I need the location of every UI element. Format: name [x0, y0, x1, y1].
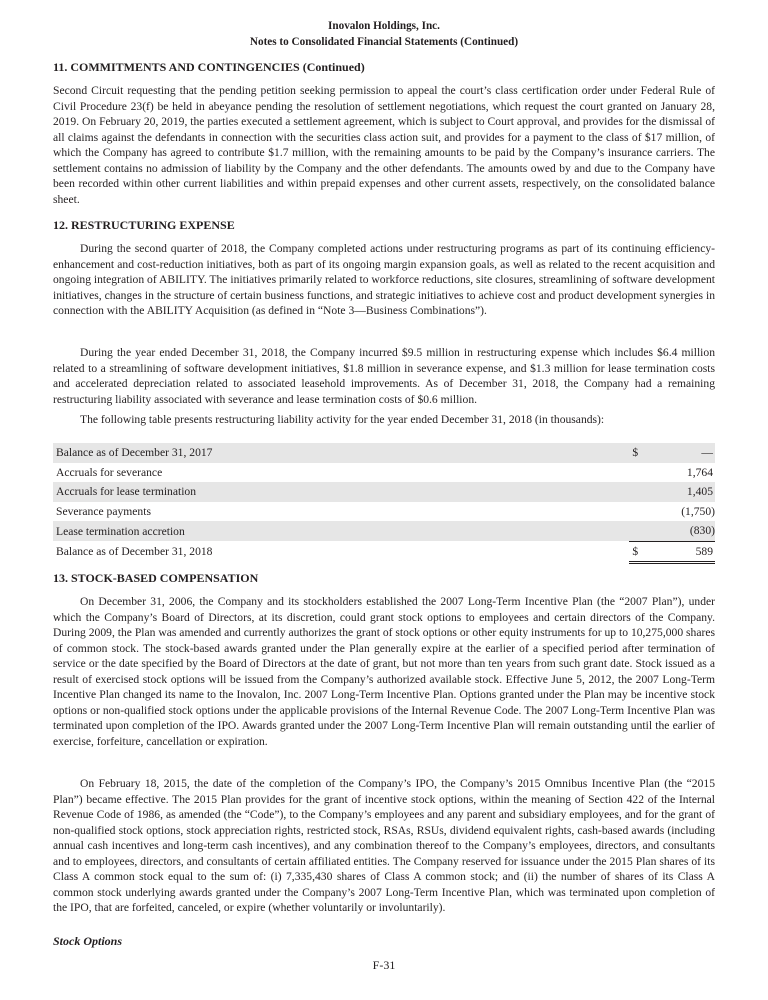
currency-symbol: $ — [629, 443, 648, 463]
row-label: Accruals for lease termination — [53, 482, 629, 502]
row-value: — — [649, 443, 715, 463]
section-13-paragraph-1: On December 31, 2006, the Company and its stockholders established the 2007 Long-Term Incentive Plan (the “2007 Plan”), under which the Company’s Board of Directors, at its discretion, could grant stock options to employees and certain directors of the Company. During 2009, the Plan was amended and currently authorizes the grant of stock options or other equity instruments for up to 10,275,000 shares of common stock. The stock-based awards granted under the Plan generally expire at the earlier of a specified period after termination of service or the date specified by the Board of Directors at the date of grant, but not more than ten years from such grant date. Stock issued as a result of exercised stock options will be issued from the Company’s authorized available stock. Effective June 5, 2012, the 2007 Long-Term Incentive Plan changed its name to the Inovalon, Inc. 2007 Long-Term Incentive Plan. Options granted under the Plan may be incentive stock options or non-qualified stock options under the applicable provisions of the Internal Revenue Code. The 2007 Long-Term Incentive Plan was terminated upon completion of the IPO. Awards granted under the 2007 Long-Term Incentive Plan will remain outstanding until the earlier of exercise, forfeiture, cancellation or expiration. — [53, 595, 715, 748]
section-11-heading: 11. COMMITMENTS AND CONTINGENCIES (Continued) — [53, 60, 365, 74]
page-number: F-31 — [372, 958, 396, 972]
section-13-heading: 13. STOCK-BASED COMPENSATION — [53, 571, 259, 585]
row-label: Balance as of December 31, 2018 — [56, 545, 213, 559]
stock-options-subheading: Stock Options — [53, 934, 123, 948]
document-subtitle: Notes to Consolidated Financial Statements (Continued) — [249, 36, 519, 48]
table-row — [53, 443, 715, 463]
table-row — [53, 521, 715, 541]
currency-symbol — [629, 482, 648, 502]
currency-symbol — [629, 521, 648, 541]
section-13-paragraph-2: On February 18, 2015, the date of the completion of the Company’s IPO, the Company’s 2015 Omnibus Incentive Plan (the “2015 Plan”) became effective. The 2015 Plan provides for the grant of incentive stock options, within the meaning of Section 422 of the Internal Revenue Code of 1986, as amended (the “Code”), to the Company’s employees and any parent and subsidiary employees, and for the grant of non-qualified stock options, stock appreciation rights, restricted stock, RSAs, RSUs, dividend equivalent rights, cash-based awards (including annual cash incentives and long-term cash incentives), and any combination thereof to the Company’s employees, directors, and consultants and to employees, directors, and consultants of certain affiliated entities. The Company reserved for issuance under the 2015 Plan shares of its Class A common stock equal to the sum of: (i) 7,335,430 shares of Class A common stock; and (ii) the number of shares of its Class A common stock underlying awards granted under the Company’s 2007 Long-Term Incentive Plan, which was terminated upon completion of the IPO, that are forfeited, canceled, or expire (whether voluntarily or involuntarily). — [53, 777, 715, 914]
section-12-paragraph-1: During the second quarter of 2018, the Company completed actions under restructuring programs as part of its continuing efficiency-enhancement and cost-reduction initiatives, both as part of its ongoing margin expansion goals, as well as related to the recent acquisition and ongoing integration of ABILITY. The initiatives primarily related to workforce reductions, site closures, streamlining of software development initiatives, changes in the structure of certain business functions, and strategic initiatives to achieve cost and product development synergies in connection with the ABILITY Acquisition (as defined in “Note 3—Business Combinations”). — [53, 242, 715, 317]
section-12-heading: 12. RESTRUCTURING EXPENSE — [53, 218, 235, 232]
currency-symbol — [629, 463, 648, 483]
table-row — [53, 482, 715, 502]
restructuring-liability-table — [53, 443, 715, 564]
table-row — [53, 463, 715, 483]
row-label: Balance as of December 31, 2017 — [53, 443, 629, 463]
row-value: 1,764 — [686, 465, 713, 479]
company-name: Inovalon Holdings, Inc. — [328, 20, 440, 32]
section-12-table-intro: The following table presents restructuring liability activity for the year ended December 31, 2018 (in thousands): — [80, 413, 605, 426]
row-value: 1,405 — [649, 482, 715, 502]
row-label: Severance payments — [56, 504, 151, 518]
row-label: Accruals for severance — [56, 465, 163, 479]
row-label: Lease termination accretion — [53, 521, 629, 541]
row-value: 589 — [649, 541, 715, 563]
section-12-paragraph-2: During the year ended December 31, 2018, the Company incurred $9.5 million in restructuring expense which includes $6.4 million related to a streamlining of software development initiatives, $1.8 million in severance expense, and $1.3 million for lease termination costs and accelerated depreciation related to associated leasehold improvements. As of December 31, 2018, the Company had a remaining restructuring liability associated with severance and lease termination costs of $0.6 million. — [53, 346, 715, 406]
table-row — [53, 502, 715, 522]
currency-symbol: $ — [629, 541, 648, 563]
currency-symbol — [629, 502, 648, 522]
row-value: (830) — [649, 521, 715, 541]
table-total-row — [53, 541, 715, 563]
row-value: (1,750) — [681, 504, 715, 518]
section-11-paragraph: Second Circuit requesting that the pending petition seeking permission to appeal the court’s class certification order under Federal Rule of Civil Procedure 23(f) be held in abeyance pending the resolution of settlement negotiations, which request the court granted on January 28, 2019. On February 20, 2019, the parties executed a settlement agreement, which is subject to Court approval, and provides for the dismissal of all claims against the defendants in connection with the securities class action suit, and provides for a payment to the class of $17 million, of which the Company has agreed to contribute $1.7 million, with the remaining amounts to be paid by the Company’s insurance carriers. The settlement contains no admission of liability by the Company and the other defendants. The amounts owed by and due to the Company have been recorded within other current liabilities and within prepaid expenses and other current assets, respectively, on the consolidated balance sheet. — [53, 84, 715, 206]
